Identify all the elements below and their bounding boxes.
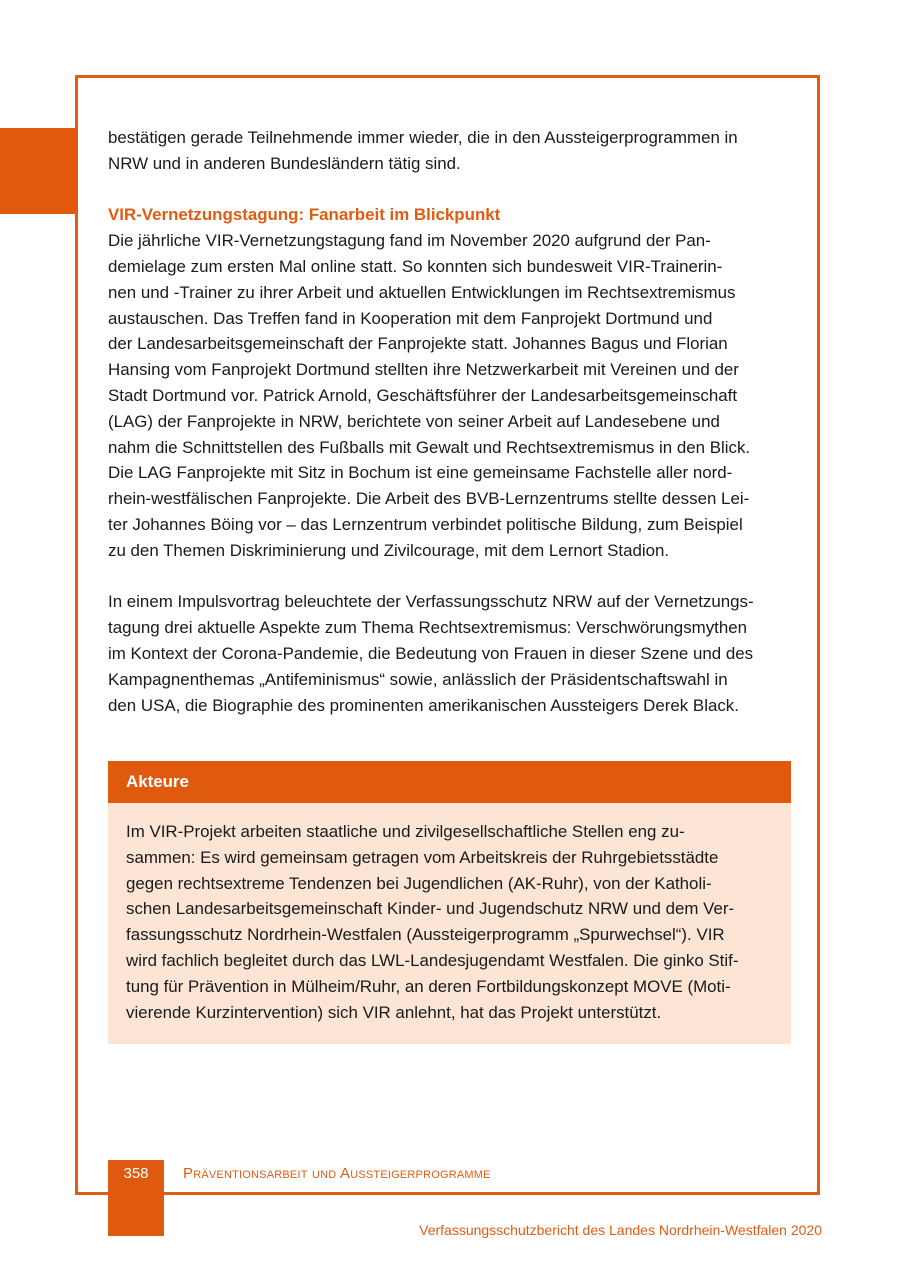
chapter-tab-marker: [0, 128, 76, 214]
para2-line: In einem Impulsvortrag beleuchtete der Verfassungsschutz NRW auf der Vernetzungs-: [108, 592, 754, 612]
info-box-body: [108, 803, 791, 1025]
para1-line: Stadt Dortmund vor. Patrick Arnold, Geschäftsführer der Landesarbeitsgemeinschaft: [108, 385, 738, 405]
section-heading: VIR-Vernetzungstagung: Fanarbeit im Blickpunkt: [108, 205, 501, 225]
info-box-title: Akteure: [108, 761, 791, 803]
info-box-line: sammen: Es wird gemeinsam getragen vom Arbeitskreis der Ruhrgebietsstädte: [126, 847, 719, 867]
info-box-line: gegen rechtsextreme Tendenzen bei Jugendlichen (AK-Ruhr), von der Katholi-: [126, 873, 712, 893]
para2-line: im Kontext der Corona-Pandemie, die Bedeutung von Frauen in dieser Szene und des: [108, 643, 754, 663]
para1-line: rhein-westfälischen Fanprojekte. Die Arbeit des BVB-Lernzentrums stellte dessen Lei-: [108, 489, 750, 509]
info-box-line: wird fachlich begleitet durch das LWL-Landesjugendamt Westfalen. Die ginko Stif-: [126, 950, 739, 970]
para1-line: Die LAG Fanprojekte mit Sitz in Bochum ist eine gemeinsame Fachstelle aller nord-: [108, 463, 733, 483]
para1-line: zu den Themen Diskriminierung und Zivilcourage, mit dem Lernort Stadion.: [108, 540, 670, 560]
para2-line: Kampagnenthemas „Antifeminismus“ sowie, anlässlich der Präsidentschaftswahl in: [108, 669, 728, 689]
info-box-line: schen Landesarbeitsgemeinschaft Kinder- und Jugendschutz NRW und dem Ver-: [126, 899, 735, 919]
info-box-line: Im VIR-Projekt arbeiten staatliche und zivilgesellschaftliche Stellen eng zu-: [126, 822, 685, 841]
para2-line: tagung drei aktuelle Aspekte zum Thema Rechtsextremismus: Verschwörungsmythen: [108, 618, 748, 638]
para1-line: nen und -Trainer zu ihrer Arbeit und aktuellen Entwicklungen im Rechtsextremismus: [108, 282, 736, 302]
info-box-line: fassungsschutz Nordrhein-Westfalen (Aussteigerprogramm „Spurwechsel“). VIR: [126, 925, 725, 945]
para1-line: ter Johannes Böing vor – das Lernzentrum verbindet politische Bildung, zum Beispiel: [108, 514, 743, 534]
publication-footer: Verfassungsschutzbericht des Landes Nordrhein-Westfalen 2020: [419, 1222, 822, 1238]
main-content: [108, 125, 798, 718]
para1-line: Hansing vom Fanprojekt Dortmund stellten ihre Netzwerkarbeit mit Vereinen und der: [108, 360, 739, 380]
intro-line: bestätigen gerade Teilnehmende immer wieder, die in den Aussteigerprogrammen in: [108, 128, 738, 147]
para1-line: nahm die Schnittstellen des Fußballs mit Gewalt und Rechtsextremismus in den Blick.: [108, 437, 751, 457]
intro-line: NRW und in anderen Bundesländern tätig sind.: [108, 153, 461, 173]
para1-line: austauschen. Das Treffen fand in Kooperation mit dem Fanprojekt Dortmund und: [108, 308, 713, 328]
info-box-line: tung für Prävention in Mülheim/Ruhr, an deren Fortbildungskonzept MOVE (Moti-: [126, 976, 731, 996]
info-box-line: vierende Kurzintervention) sich VIR anlehnt, hat das Projekt unterstützt.: [126, 1002, 662, 1022]
running-section-title: Präventionsarbeit und Aussteigerprogramme: [183, 1165, 491, 1182]
info-box-akteure: [108, 761, 791, 1044]
page-number: 358: [123, 1165, 149, 1182]
para1-line: der Landesarbeitsgemeinschaft der Fanprojekte statt. Johannes Bagus und Florian: [108, 334, 728, 354]
para1-line: demielage zum ersten Mal online statt. So konnten sich bundesweit VIR-Trainerin-: [108, 256, 723, 276]
para2-line: den USA, die Biographie des prominenten amerikanischen Aussteigers Derek Black.: [108, 695, 739, 715]
para1-line: Die jährliche VIR-Vernetzungstagung fand im November 2020 aufgrund der Pan-: [108, 231, 711, 251]
para1-line: (LAG) der Fanprojekte in NRW, berichtete von seiner Arbeit auf Landesebene und: [108, 411, 720, 431]
